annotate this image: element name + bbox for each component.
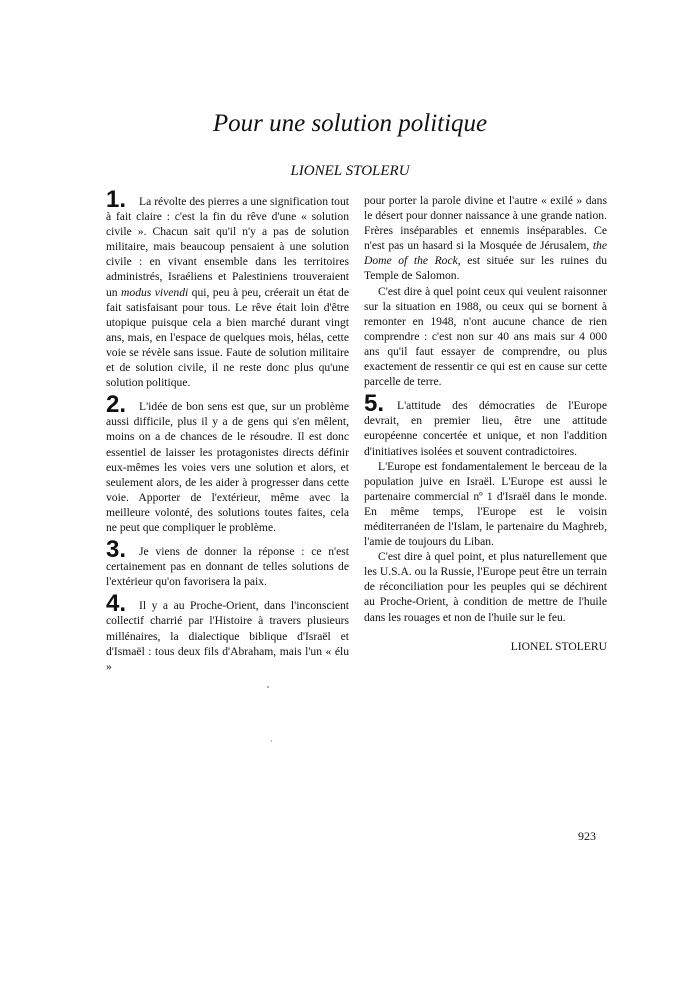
section-4-continuation: [364, 193, 607, 284]
section-number: 2.: [106, 391, 127, 419]
section-text: La révolte des pierres a une signification tout à fait claire : c'est la fin du rêve d'une « solution civile ». Chacun sait qu'il n'y a pas de solution militaire, mais beaucoup pensaient à une solution civile : en vivant ensemble dans les territoires administrés, Israéliens et Palestiniens trouveraient un: [106, 195, 349, 299]
section-5-paragraph-2: L'Europe est fondamentalement le berceau de la population juive en Israël. L'Europe est aussi le partenaire commercial nº 1 d'Israël dans le monde. En même temps, l'Europe est le voisin méditerranéen de l'Islam, le partenaire du Maghreb, l'amie de toujours du Liban.: [364, 459, 607, 549]
section-5: [364, 390, 607, 458]
scan-speck: [267, 686, 269, 688]
section-number: 1.: [106, 186, 127, 213]
section-text: L'idée de bon sens est que, sur un problème aussi difficile, plus il y a de gens qui s'en mêlent, moins on a de chances de le résoudre. Il est donc essentiel de laisser les protagonistes directs définir eux-mêmes les voies vers une solution et alors, et seulement alors, de les aider à progresser dans cette voie. Apporter de l'extérieur, même avec la meilleure volonté, des solutions toutes faites, cela ne peut que compliquer le problème.: [106, 400, 349, 534]
section-text: pour porter la parole divine et l'autre « exilé » dans le désert pour donner naissance à une grande nation. Frères inséparables et ennemis inséparables. Ce n'est pas un hasard si la Mosquée de Jérusalem,: [364, 194, 607, 253]
scan-speck: [271, 740, 272, 742]
article-title: Pour une solution politique: [212, 110, 488, 137]
section-text-emphasis: the Dome of the Rock,: [364, 239, 607, 268]
page-number: 923: [578, 829, 596, 843]
signature: LIONEL STOLERU: [510, 639, 607, 653]
section-text: est située sur les ruines du Temple de Salomon.: [364, 254, 607, 283]
section-number: 5.: [364, 390, 385, 418]
section-4: [106, 590, 349, 673]
right-column: [364, 193, 607, 654]
section-number: 4.: [106, 590, 127, 618]
section-number: 3.: [106, 536, 127, 564]
section-4-paragraph-2: C'est dire à quel point ceux qui veulent raisonner sur la situation en 1988, ou ceux qui se bornent à remonter en 1948, n'ont aucune chance de rien comprendre : c'est non sur 40 ans mais sur 4 000 ans qu'il faut essayer de comprendre, ou plus exactement de ressentir ce qui est en cause sur cette parcelle de terre.: [364, 284, 607, 389]
section-1: [106, 186, 349, 390]
section-text-emphasis: modus vivendi: [121, 285, 189, 299]
left-column: [106, 186, 349, 674]
section-text: Je viens de donner la réponse : ce n'est certainement pas en donnant de telles solutions de l'extérieur qu'on favorisera la paix.: [106, 545, 349, 589]
section-text: Il y a au Proche-Orient, dans l'inconscient collectif charrié par l'Histoire à travers plusieurs millénaires, la dialectique biblique d'Israël et d'Ismaël : tous deux fils d'Abraham, mais l'un « élu »: [106, 599, 349, 673]
author-name: LIONEL STOLERU: [290, 163, 410, 179]
section-text: qui, peu à peu, créerait un état de fait satisfaisant pour tous. Le rêve était loin d'être utopique puisque cela a bien marché durant vingt ans, mais, en l'espace de quelques mois, hélas, cette voie se révèle sans issue. Faute de solution militaire et de solution civile, il ne reste donc plus qu'une solution politique.: [106, 285, 349, 390]
section-3: [106, 536, 349, 589]
section-2: [106, 391, 349, 535]
section-5-paragraph-3: C'est dire à quel point, et plus naturellement que les U.S.A. ou la Russie, l'Europe peut être un terrain de réconciliation pour les peuples qui se déchirent au Proche-Orient, à condition de mettre de l'huile dans les rouages et non de l'huile sur le feu.: [364, 550, 607, 624]
section-text: L'attitude des démocraties de l'Europe devrait, en premier lieu, être une attitude européenne concertée et unique, et non l'addition d'initiatives isolées et souvent contradictoires.: [364, 399, 607, 458]
